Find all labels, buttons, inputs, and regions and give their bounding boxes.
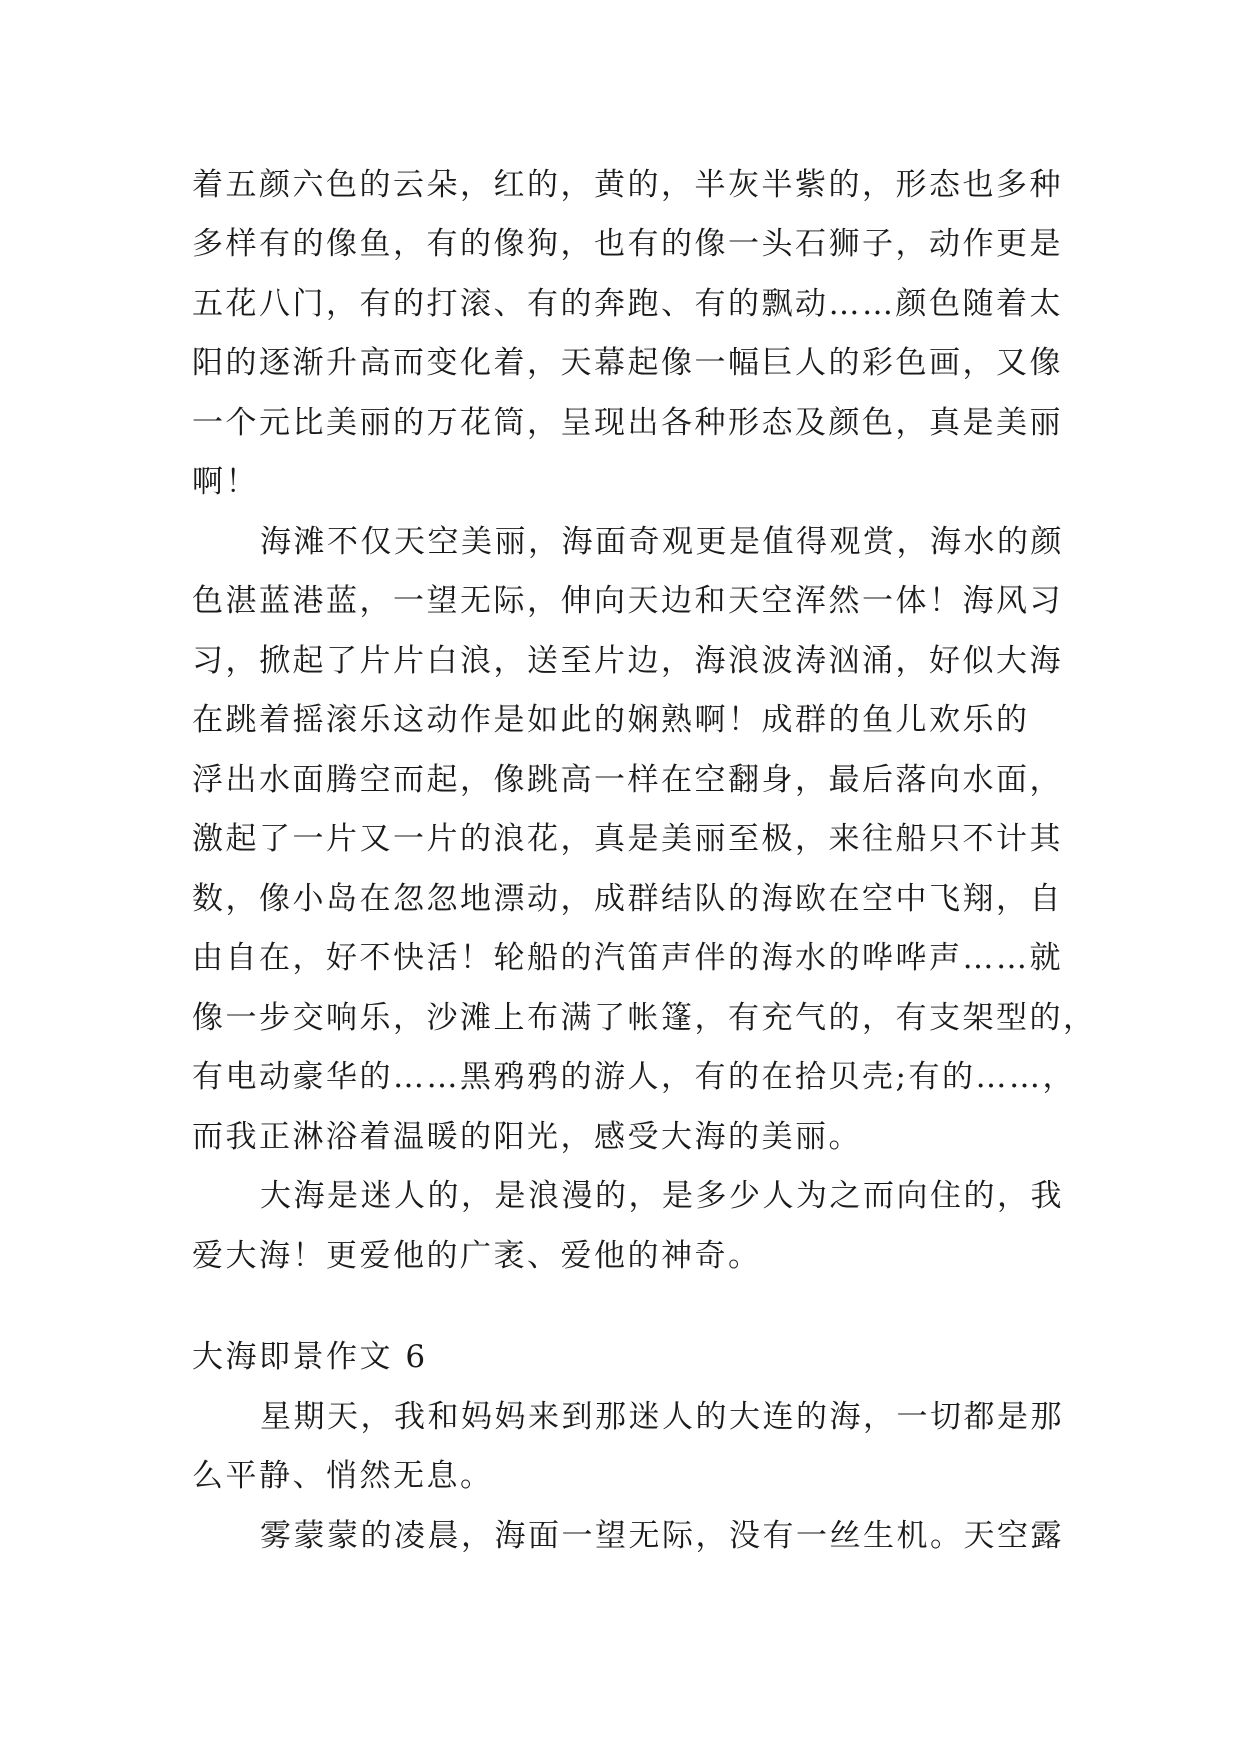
paragraph-line: 有电动豪华的……黑鸦鸦的游人，有的在拾贝壳;有的……， xyxy=(192,1059,1076,1095)
paragraph-line: 习，掀起了片片白浪，送至片边，海浪波涛汹涌，好似大海 xyxy=(192,643,1063,679)
paragraph-line: 在跳着摇滚乐这动作是如此的娴熟啊！成群的鱼儿欢乐的 xyxy=(192,702,1030,738)
paragraph-line: 像一步交响乐，沙滩上布满了帐篷，有充气的，有支架型的， xyxy=(192,1000,1097,1036)
section-heading: 大海即景作文 6 xyxy=(192,1339,428,1375)
paragraph-line: 么平静、悄然无息。 xyxy=(192,1458,494,1494)
paragraph-line: 星期天，我和妈妈来到那迷人的大连的海，一切都是那 xyxy=(260,1399,1064,1435)
paragraph-line: 而我正淋浴着温暖的阳光，感受大海的美丽。 xyxy=(192,1119,862,1155)
paragraph-line: 激起了一片又一片的浪花，真是美丽至极，来往船只不计其 xyxy=(192,821,1063,857)
paragraph-line: 浮出水面腾空而起，像跳高一样在空翻身，最后落向水面， xyxy=(192,762,1063,798)
paragraph-line: 五花八门，有的打滚、有的奔跑、有的飘动……颜色随着太 xyxy=(192,286,1063,322)
paragraph-line: 数，像小岛在忽忽地漂动，成群结队的海欧在空中飞翔，自 xyxy=(192,881,1063,917)
paragraph-line: 色湛蓝港蓝，一望无际，伸向天边和天空浑然一体！海风习 xyxy=(192,583,1063,619)
paragraph-line: 阳的逐渐升高而变化着，天幕起像一幅巨人的彩色画，又像 xyxy=(192,345,1063,381)
paragraph-line: 雾蒙蒙的凌晨，海面一望无际，没有一丝生机。天空露 xyxy=(260,1518,1064,1554)
paragraph-line: 多样有的像鱼，有的像狗，也有的像一头石狮子，动作更是 xyxy=(192,226,1063,262)
paragraph-line: 大海是迷人的，是浪漫的，是多少人为之而向住的，我 xyxy=(260,1178,1064,1214)
paragraph-line: 一个元比美丽的万花筒，呈现出各种形态及颜色，真是美丽 xyxy=(192,405,1063,441)
paragraph-line: 由自在，好不快活！轮船的汽笛声伴的海水的哗哗声……就 xyxy=(192,940,1063,976)
paragraph-line: 啊！ xyxy=(192,464,259,500)
paragraph-line: 海滩不仅天空美丽，海面奇观更是值得观赏，海水的颜 xyxy=(260,524,1064,560)
paragraph-line: 爱大海！更爱他的广袤、爱他的神奇。 xyxy=(192,1238,762,1274)
paragraph-line: 着五颜六色的云朵，红的，黄的，半灰半紫的，形态也多种 xyxy=(192,167,1063,203)
